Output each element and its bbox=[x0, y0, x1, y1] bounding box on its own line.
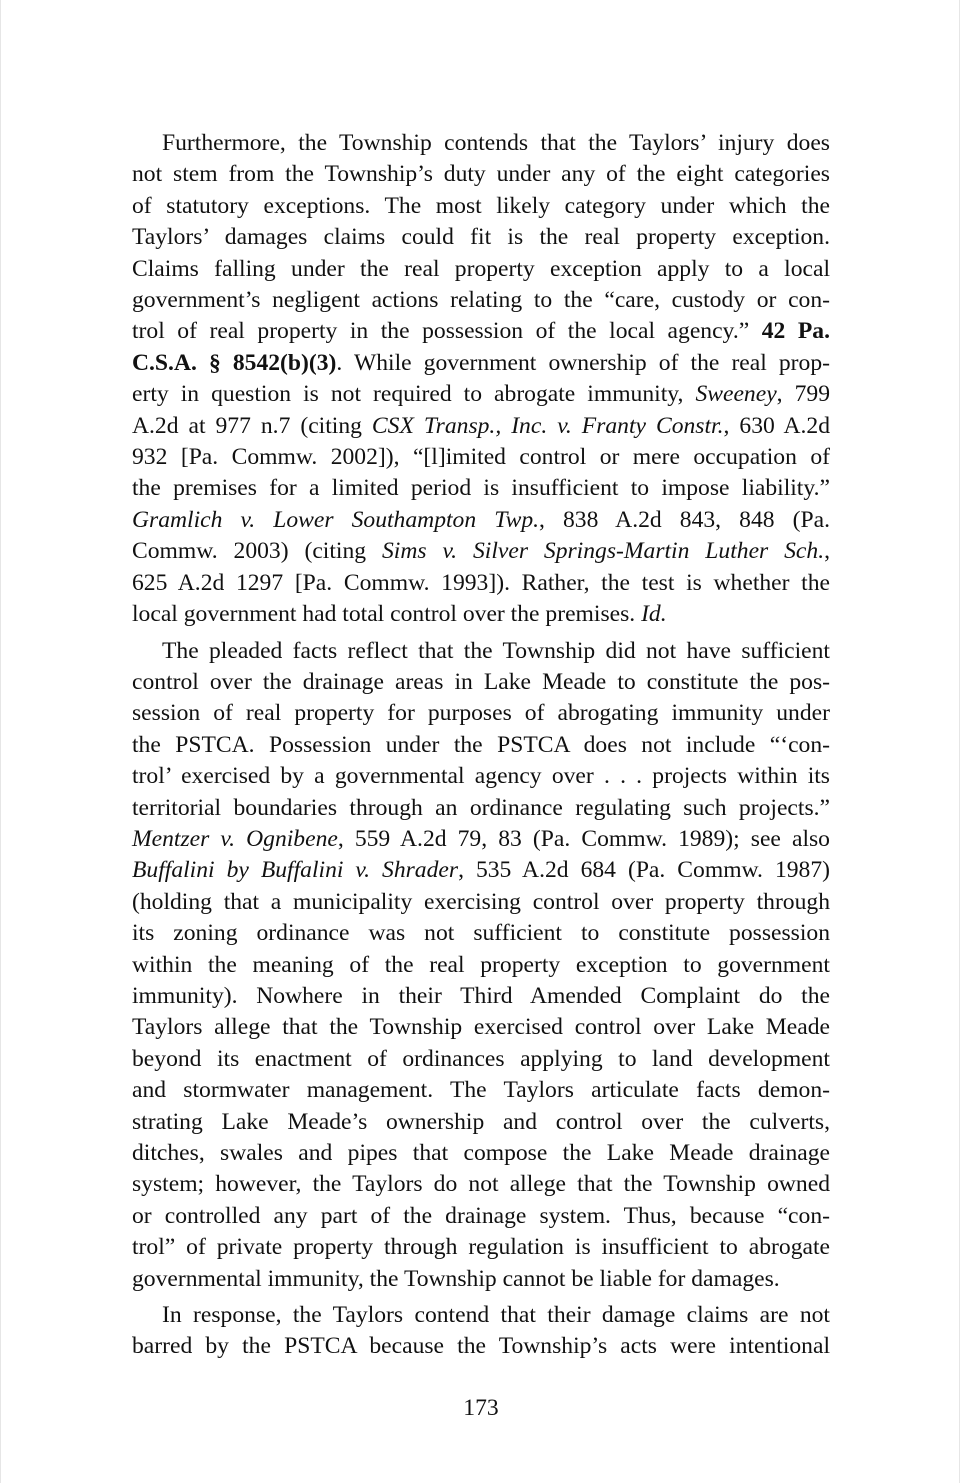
text-line: government’s negligent actions relating to the “care, custody or con- bbox=[132, 287, 830, 314]
text-line: within the meaning of the real property exception to government bbox=[132, 951, 830, 978]
text-line: The pleaded facts reflect that the Township did not have sufficient bbox=[162, 637, 830, 664]
text-line: trol” of private property through regulation is insufficient to abrogate bbox=[132, 1234, 830, 1261]
text-line: Taylors allege that the Township exercised control over Lake Meade bbox=[132, 1014, 830, 1041]
text-line: 625 A.2d 1297 [Pa. Commw. 1993]). Rather, the test is whether the bbox=[132, 569, 830, 596]
text-line: control over the drainage areas in Lake Meade to constitute the pos- bbox=[132, 668, 830, 695]
text-line: territorial boundaries through an ordinance regulating such projects.” bbox=[132, 794, 830, 821]
text-line: Buffalini by Buffalini v. Shrader, 535 A.2d 684 (Pa. Commw. 1987) bbox=[132, 857, 830, 884]
paragraph bbox=[132, 128, 830, 631]
text-line: (holding that a municipality exercising control over property through bbox=[132, 888, 830, 915]
text-line: or controlled any part of the drainage system. Thus, because “con- bbox=[132, 1202, 830, 1229]
text-line: trol of real property in the possession of the local agency.” 42 Pa. bbox=[132, 318, 830, 345]
text-line: and stormwater management. The Taylors articulate facts demon- bbox=[132, 1077, 830, 1104]
text-line: session of real property for purposes of abrogating immunity under bbox=[132, 700, 830, 727]
text-line: C.S.A. § 8542(b)(3). While government ownership of the real prop- bbox=[132, 349, 830, 376]
text-line: ditches, swales and pipes that compose the Lake Meade drainage bbox=[132, 1140, 830, 1166]
text-line: local government had total control over the premises. Id. bbox=[132, 601, 667, 628]
text-line: Gramlich v. Lower Southampton Twp., 838 A.2d 843, 848 (Pa. bbox=[132, 506, 830, 533]
text-line: Mentzer v. Ognibene, 559 A.2d 79, 83 (Pa. Commw. 1989); see also bbox=[132, 825, 830, 852]
text-line: erty in question is not required to abrogate immunity, Sweeney, 799 bbox=[132, 381, 830, 408]
body-text bbox=[132, 128, 830, 1368]
text-line: the premises for a limited period is insufficient to impose liability.” bbox=[132, 475, 830, 502]
paragraph bbox=[132, 1300, 830, 1363]
text-line: the PSTCA. Possession under the PSTCA does not include “‘con- bbox=[132, 731, 830, 758]
text-line: A.2d at 977 n.7 (citing CSX Transp., Inc. v. Franty Constr., 630 A.2d bbox=[132, 412, 830, 439]
text-line: Furthermore, the Township contends that the Taylors’ injury does bbox=[162, 130, 830, 156]
text-line: Commw. 2003) (citing Sims v. Silver Springs-Martin Luther Sch., bbox=[132, 538, 830, 565]
text-line: governmental immunity, the Township cannot be liable for damages. bbox=[132, 1265, 780, 1292]
page-number: 173 bbox=[463, 1395, 499, 1421]
text-line: barred by the PSTCA because the Township’s acts were intentional bbox=[132, 1333, 830, 1360]
text-line: immunity). Nowhere in their Third Amended Complaint do the bbox=[132, 982, 830, 1009]
paragraph bbox=[132, 636, 830, 1296]
text-line: of statutory exceptions. The most likely category under which the bbox=[132, 192, 830, 219]
text-line: 932 [Pa. Commw. 2002]), “[l]imited control or mere occupation of bbox=[132, 444, 830, 471]
text-line: its zoning ordinance was not sufficient to constitute possession bbox=[132, 920, 830, 947]
text-line: Claims falling under the real property exception apply to a local bbox=[132, 255, 830, 282]
text-line: system; however, the Taylors do not allege that the Township owned bbox=[132, 1171, 830, 1198]
text-line: In response, the Taylors contend that their damage claims are not bbox=[162, 1302, 830, 1329]
text-line: Taylors’ damages claims could fit is the real property exception. bbox=[132, 224, 830, 251]
text-line: beyond its enactment of ordinances applying to land development bbox=[132, 1045, 830, 1072]
text-line: not stem from the Township’s duty under any of the eight categories bbox=[132, 161, 830, 188]
text-line: strating Lake Meade’s ownership and control over the culverts, bbox=[132, 1108, 830, 1135]
text-line: trol’ exercised by a governmental agency over . . . projects within its bbox=[132, 763, 830, 790]
